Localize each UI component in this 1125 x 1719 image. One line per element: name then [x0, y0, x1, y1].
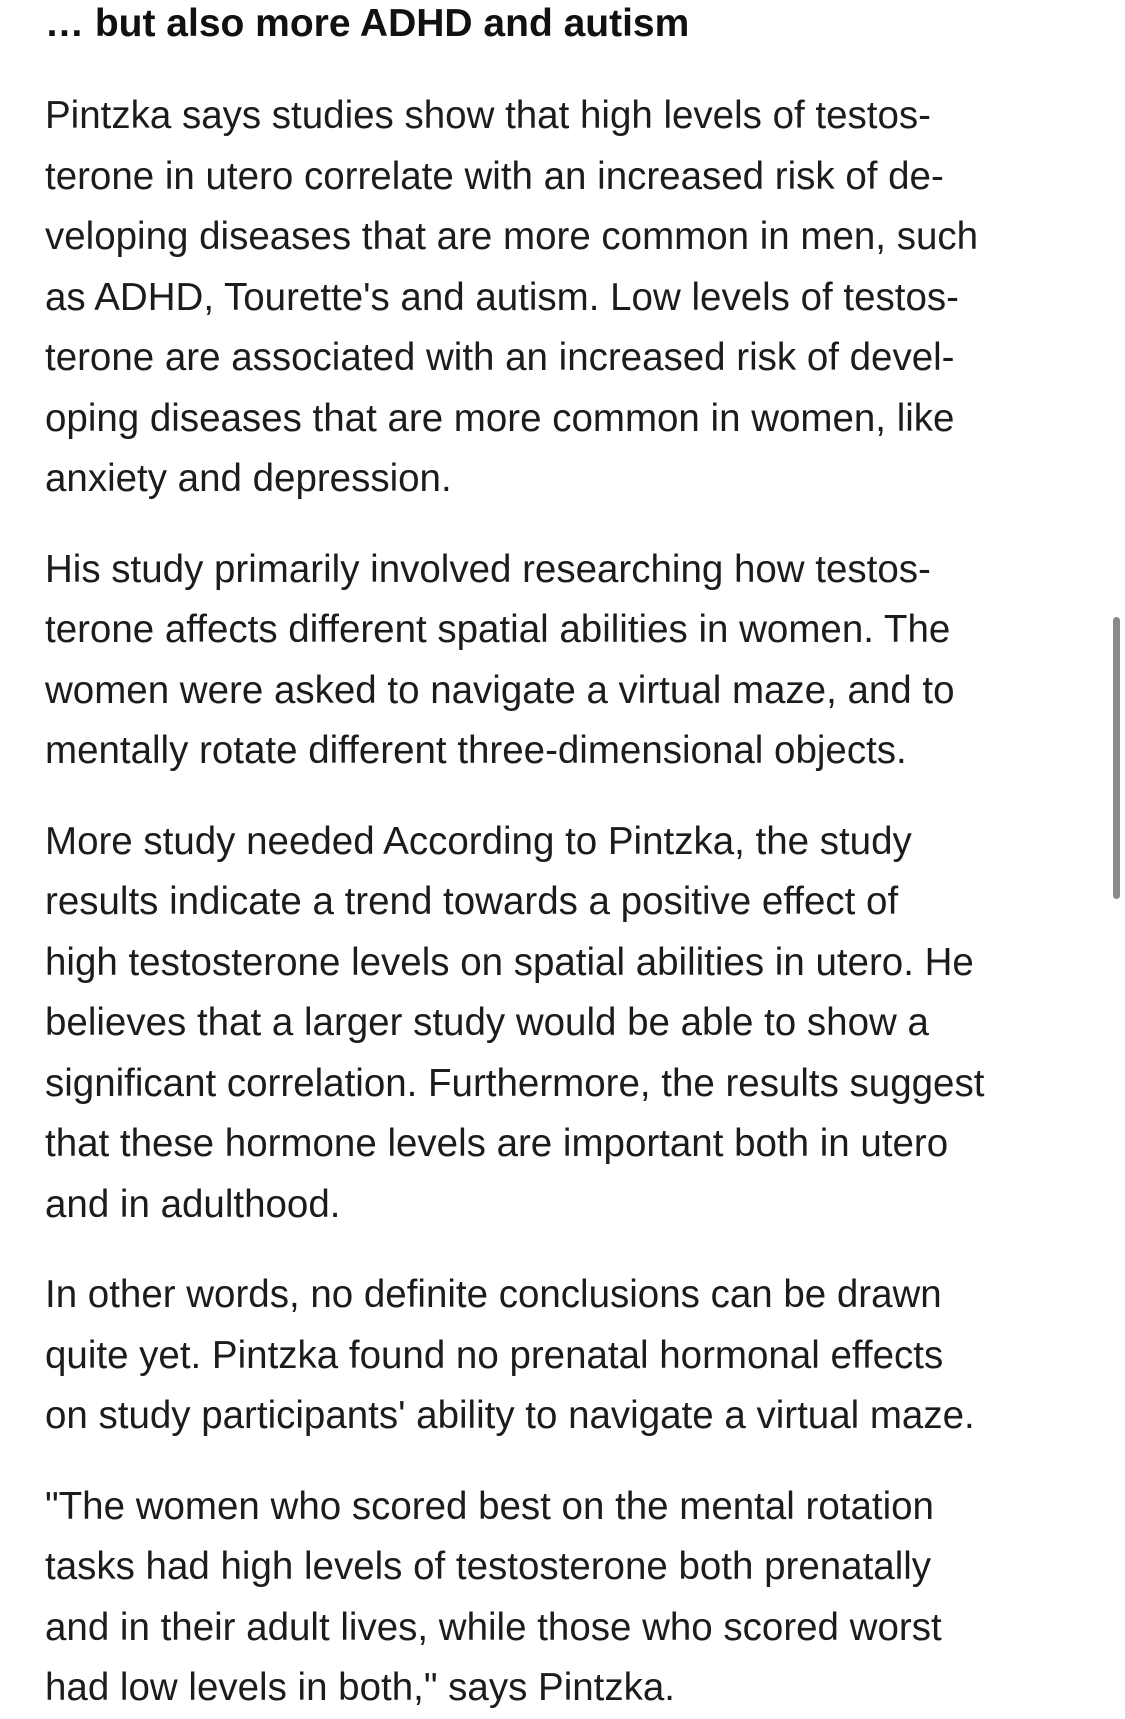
text-line: believes that a larger study would be able to show a — [45, 1001, 929, 1044]
text-line: quite yet. Pintzka found no prenatal hormonal effects — [45, 1333, 944, 1377]
text-line: veloping diseases that are more common in men, such — [45, 215, 979, 258]
text-line: terone in utero correlate with an increased risk of de- — [45, 154, 944, 198]
text-line: terone affects different spatial abilities in women. The — [45, 608, 951, 651]
paragraph-1 — [45, 86, 1095, 510]
text-line: significant correlation. Furthermore, the results suggest — [45, 1061, 985, 1105]
text-line: In other words, no definite conclusions can be drawn — [45, 1273, 942, 1316]
paragraph-2 — [45, 540, 1095, 782]
text-line: mentally rotate different three-dimensional objects. — [45, 729, 907, 772]
text-line: "The women who scored best on the mental rotation — [45, 1484, 934, 1528]
text-line: More study needed According to Pintzka, the study — [45, 819, 912, 863]
text-line: women were asked to navigate a virtual maze, and to — [45, 668, 955, 712]
text-line: on study participants' ability to navigate a virtual maze. — [45, 1394, 975, 1437]
text-line: as ADHD, Tourette's and autism. Low levels of testos- — [45, 275, 959, 319]
text-line: and in adulthood. — [45, 1182, 341, 1226]
text-line: tasks had high levels of testosterone both prenatally — [45, 1545, 932, 1588]
text-line: that these hormone levels are important both in utero — [45, 1122, 949, 1165]
text-line: anxiety and depression. — [45, 457, 452, 500]
text-line: high testosterone levels on spatial abilities in utero. He — [45, 940, 974, 984]
text-line: Pintzka says studies show that high levels of testos- — [45, 94, 931, 137]
text-line: terone are associated with an increased risk of devel- — [45, 336, 955, 379]
scrollbar-thumb[interactable] — [1113, 617, 1120, 899]
text-line: His study primarily involved researching how testos- — [45, 547, 931, 591]
section-heading: … but also more ADHD and autism — [45, 2, 690, 45]
text-line: and in their adult lives, while those who scored worst — [45, 1605, 942, 1649]
text-line: had low levels in both," says Pintzka. — [45, 1666, 675, 1709]
paragraph-4 — [45, 1265, 1095, 1447]
text-line: results indicate a trend towards a positive effect of — [45, 880, 899, 923]
paragraph-5 — [45, 1477, 1095, 1719]
article-body — [45, 0, 1095, 1719]
text-line: oping diseases that are more common in women, like — [45, 396, 955, 440]
paragraph-3 — [45, 812, 1095, 1236]
